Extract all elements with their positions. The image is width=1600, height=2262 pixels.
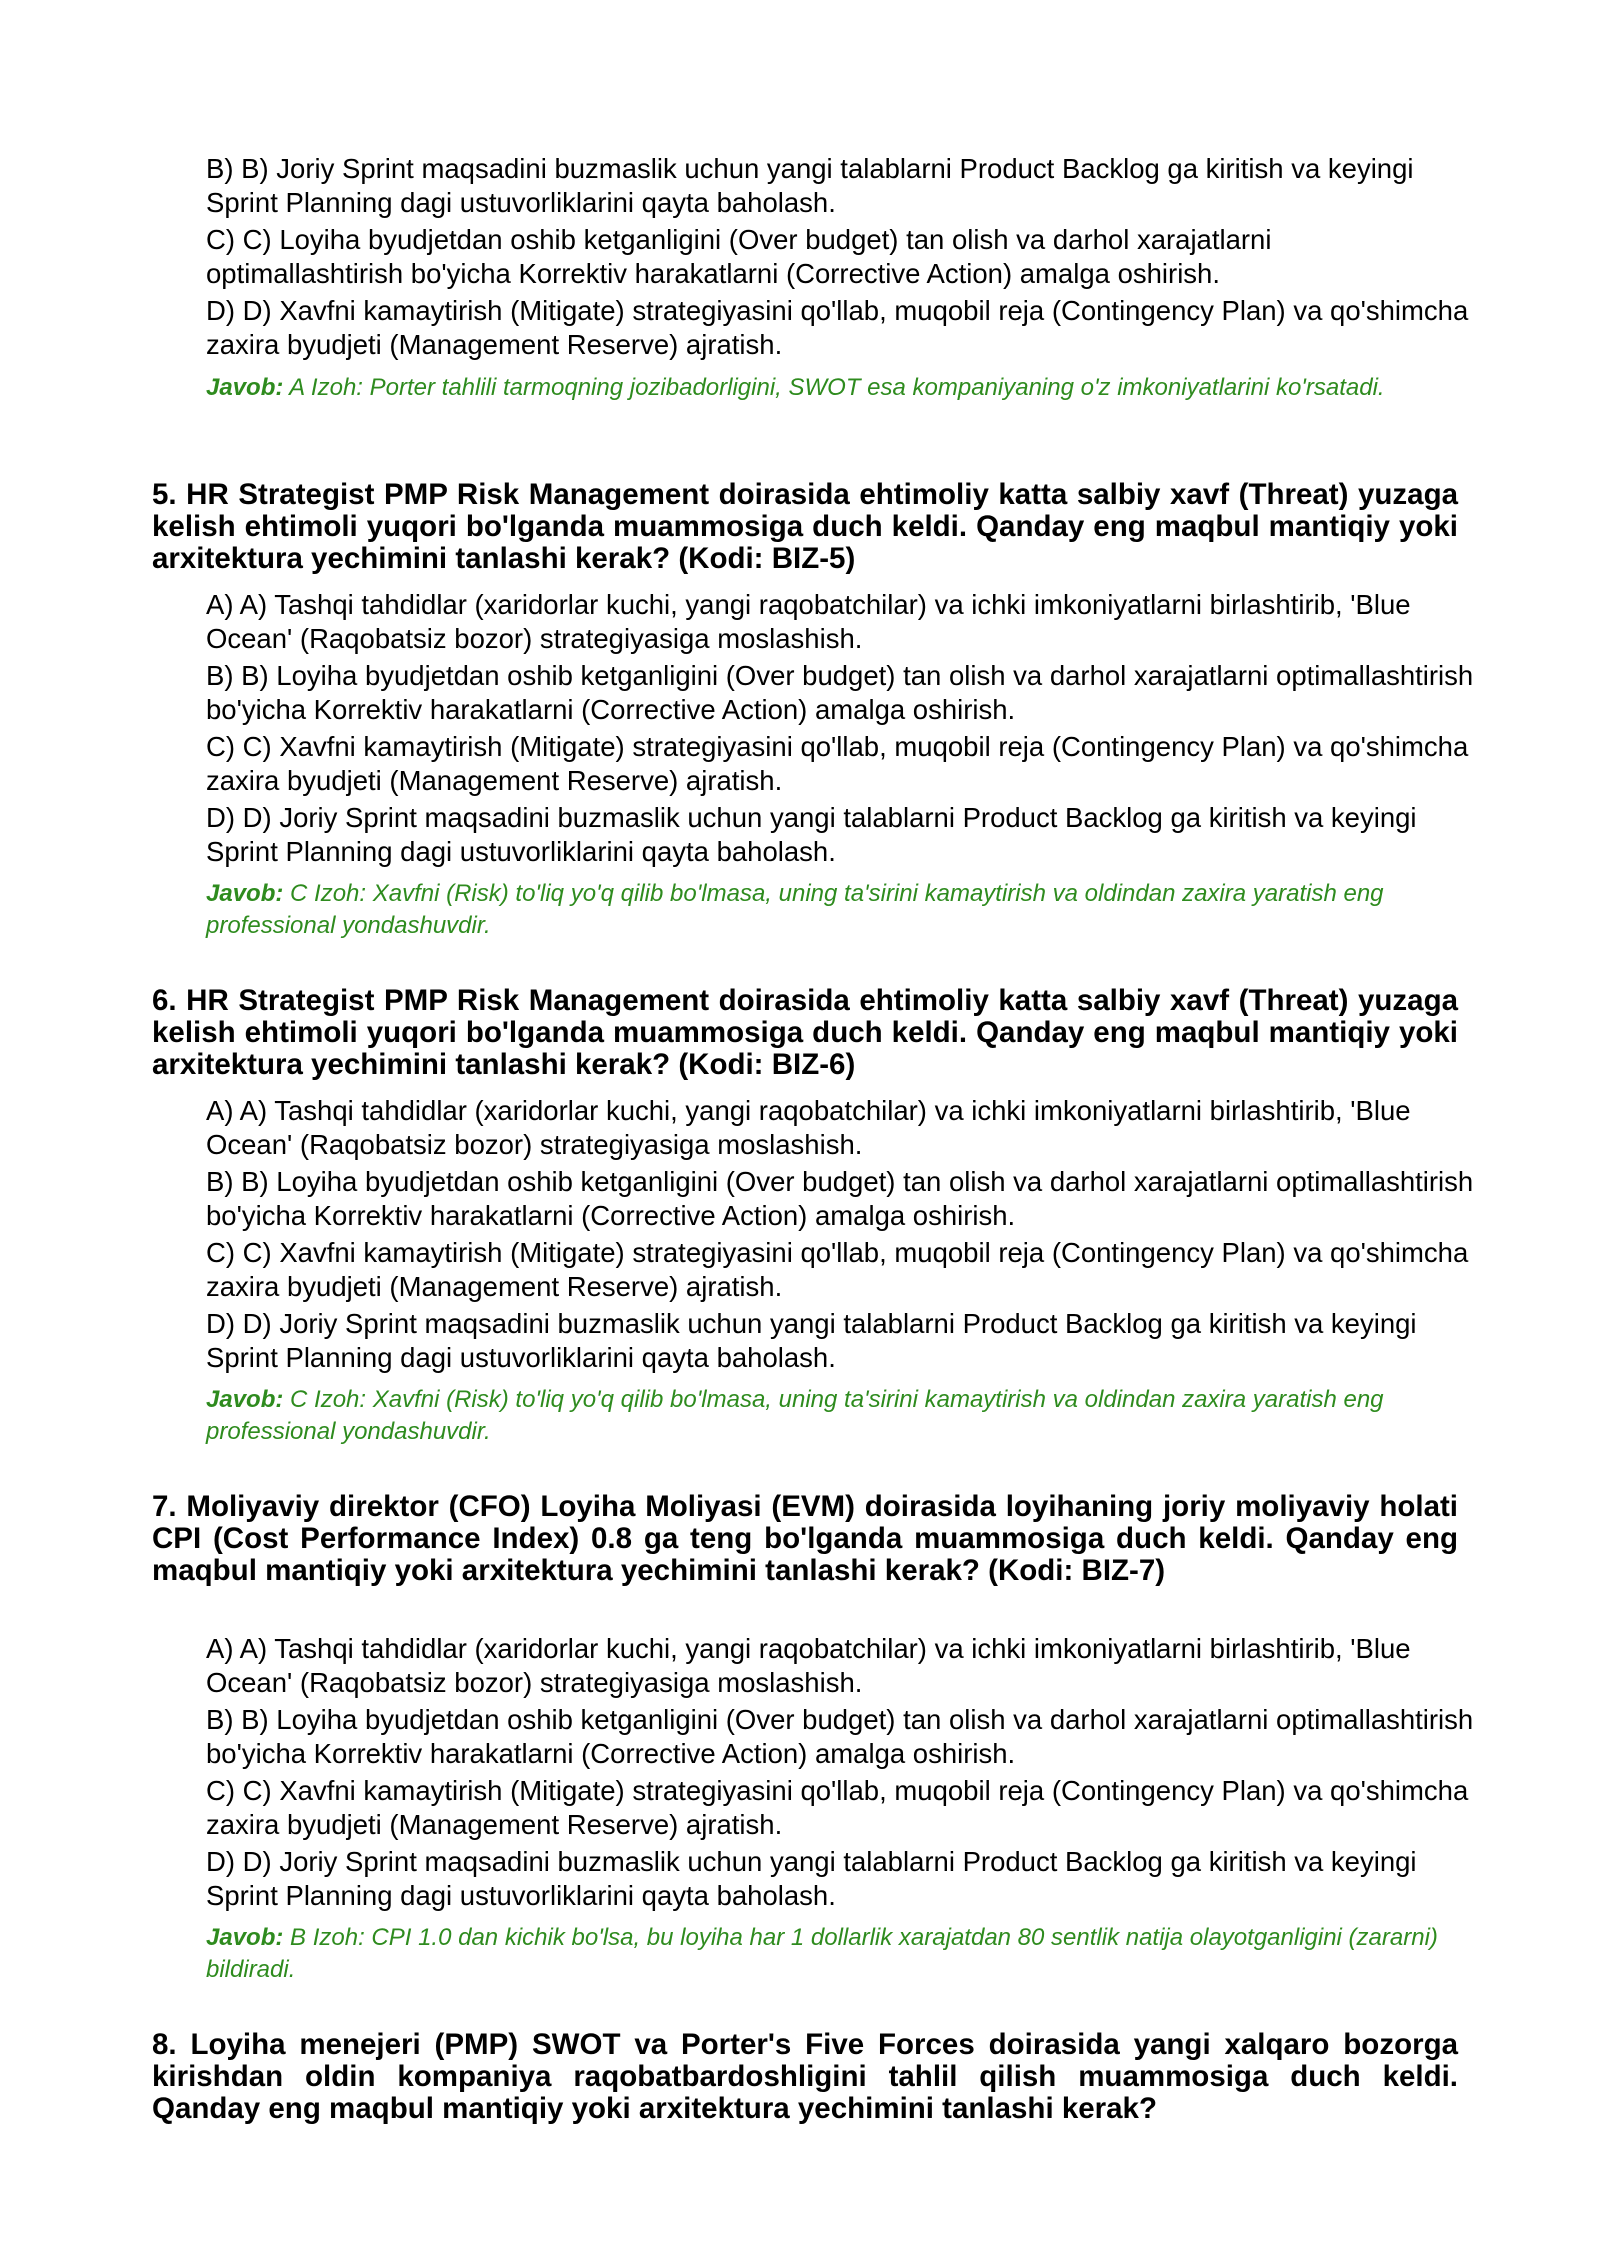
leading-options [206, 152, 1476, 365]
question-5-option-a: A) A) Tashqi tahdidlar (xaridorlar kuchi, yangi raqobatchilar) va ichki imkoniyatlarni birlashtirib, 'Blue Ocean' (Raqobatsiz bozor) strategiyasiga moslashish. [206, 589, 1411, 654]
answer-label: Javob: [206, 374, 284, 401]
answer-explanation: C Izoh: Xavfni (Risk) to'liq yo'q qilib bo'lmasa, uning ta'sirini kamaytirish va oldindan zaxira yaratish eng professional yondashuvdir. [206, 880, 1384, 939]
leading-answer [206, 372, 1446, 404]
question-6-option-b: B) B) Loyiha byudjetdan oshib ketganligini (Over budget) tan olish va darhol xarajatlarni optimallashtirish bo'yicha Korrektiv harakatlarni (Corrective Action) amalga oshirish. [206, 1166, 1474, 1231]
question-7-option-b: B) B) Loyiha byudjetdan oshib ketganligini (Over budget) tan olish va darhol xarajatlarni optimallashtirish bo'yicha Korrektiv harakatlarni (Corrective Action) amalga oshirish. [206, 1704, 1474, 1769]
question-7-option-c: C) C) Xavfni kamaytirish (Mitigate) strategiyasini qo'llab, muqobil reja (Contingency Plan) va qo'shimcha zaxira byudjeti (Management Reserve) ajratish. [206, 1775, 1469, 1840]
question-6-option-c: C) C) Xavfni kamaytirish (Mitigate) strategiyasini qo'llab, muqobil reja (Contingency Plan) va qo'shimcha zaxira byudjeti (Management Reserve) ajratish. [206, 1237, 1469, 1302]
answer-label: Javob: [206, 1924, 284, 1951]
question-6-answer [206, 1384, 1446, 1448]
question-6-options [206, 1094, 1476, 1378]
answer-explanation: A Izoh: Porter tahlili tarmoqning jozibadorligini, SWOT esa kompaniyaning o'z imkoniyatlarini ko'rsatadi. [283, 374, 1385, 401]
question-6-option-d: D) D) Joriy Sprint maqsadini buzmaslik uchun yangi talablarni Product Backlog ga kiritish va keyingi Sprint Planning dagi ustuvorliklarini qayta baholash. [206, 1308, 1417, 1373]
leading-option-c: C) C) Loyiha byudjetdan oshib ketganligini (Over budget) tan olish va darhol xarajatlarni optimallashtirish bo'yicha Korrektiv harakatlarni (Corrective Action) amalga oshirish. [206, 224, 1272, 289]
question-5-answer [206, 878, 1446, 942]
answer-explanation: C Izoh: Xavfni (Risk) to'liq yo'q qilib bo'lmasa, uning ta'sirini kamaytirish va oldindan zaxira yaratish eng professional yondashuvdir. [206, 1386, 1384, 1445]
leading-option-d: D) D) Xavfni kamaytirish (Mitigate) strategiyasini qo'llab, muqobil reja (Contingency Plan) va qo'shimcha zaxira byudjeti (Management Reserve) ajratish. [206, 295, 1469, 360]
question-6-heading: 6. HR Strategist PMP Risk Management doirasida ehtimoliy katta salbiy xavf (Threat) yuzaga kelish ehtimoli yuqori bo'lganda muammosiga duch keldi. Qanday eng maqbul mantiqiy yoki arxitektura yechimini tanlashi kerak? (Kodi: BIZ-6) [152, 984, 1458, 1081]
question-6-option-a: A) A) Tashqi tahdidlar (xaridorlar kuchi, yangi raqobatchilar) va ichki imkoniyatlarni birlashtirib, 'Blue Ocean' (Raqobatsiz bozor) strategiyasiga moslashish. [206, 1095, 1411, 1160]
question-7-options [206, 1632, 1476, 1916]
question-7-answer [206, 1922, 1446, 1986]
answer-explanation: B Izoh: CPI 1.0 dan kichik bo'lsa, bu loyiha har 1 dollarlik xarajatdan 80 sentlik natija olayotganligini (zararni) bildiradi. [206, 1924, 1438, 1983]
question-5-options [206, 588, 1476, 872]
question-5-option-c: C) C) Xavfni kamaytirish (Mitigate) strategiyasini qo'llab, muqobil reja (Contingency Plan) va qo'shimcha zaxira byudjeti (Management Reserve) ajratish. [206, 731, 1469, 796]
question-8-heading: 8. Loyiha menejeri (PMP) SWOT va Porter's Five Forces doirasida yangi xalqaro bozorga kirishdan oldin kompaniya raqobatbardoshligini tahlil qilish muammosiga duch keldi. Qanday eng maqbul mantiqiy yoki arxitektura yechimini tanlashi kerak? [152, 2028, 1458, 2125]
question-5-option-d: D) D) Joriy Sprint maqsadini buzmaslik uchun yangi talablarni Product Backlog ga kiritish va keyingi Sprint Planning dagi ustuvorliklarini qayta baholash. [206, 802, 1417, 867]
question-5-heading: 5. HR Strategist PMP Risk Management doirasida ehtimoliy katta salbiy xavf (Threat) yuzaga kelish ehtimoli yuqori bo'lganda muammosiga duch keldi. Qanday eng maqbul mantiqiy yoki arxitektura yechimini tanlashi kerak? (Kodi: BIZ-5) [152, 478, 1458, 575]
question-7-option-a: A) A) Tashqi tahdidlar (xaridorlar kuchi, yangi raqobatchilar) va ichki imkoniyatlarni birlashtirib, 'Blue Ocean' (Raqobatsiz bozor) strategiyasiga moslashish. [206, 1633, 1411, 1698]
leading-option-b: B) B) Joriy Sprint maqsadini buzmaslik uchun yangi talablarni Product Backlog ga kiritish va keyingi Sprint Planning dagi ustuvorliklarini qayta baholash. [206, 153, 1414, 218]
question-5-option-b: B) B) Loyiha byudjetdan oshib ketganligini (Over budget) tan olish va darhol xarajatlarni optimallashtirish bo'yicha Korrektiv harakatlarni (Corrective Action) amalga oshirish. [206, 660, 1474, 725]
answer-label: Javob: [206, 1386, 284, 1413]
question-7-heading: 7. Moliyaviy direktor (CFO) Loyiha Moliyasi (EVM) doirasida loyihaning joriy moliyaviy holati CPI (Cost Performance Index) 0.8 ga teng bo'lganda muammosiga duch keldi. Qanday eng maqbul mantiqiy yoki arxitektura yechimini tanlashi kerak? (Kodi: BIZ-7) [152, 1490, 1458, 1587]
question-7-option-d: D) D) Joriy Sprint maqsadini buzmaslik uchun yangi talablarni Product Backlog ga kiritish va keyingi Sprint Planning dagi ustuvorliklarini qayta baholash. [206, 1846, 1417, 1911]
answer-label: Javob: [206, 880, 284, 907]
